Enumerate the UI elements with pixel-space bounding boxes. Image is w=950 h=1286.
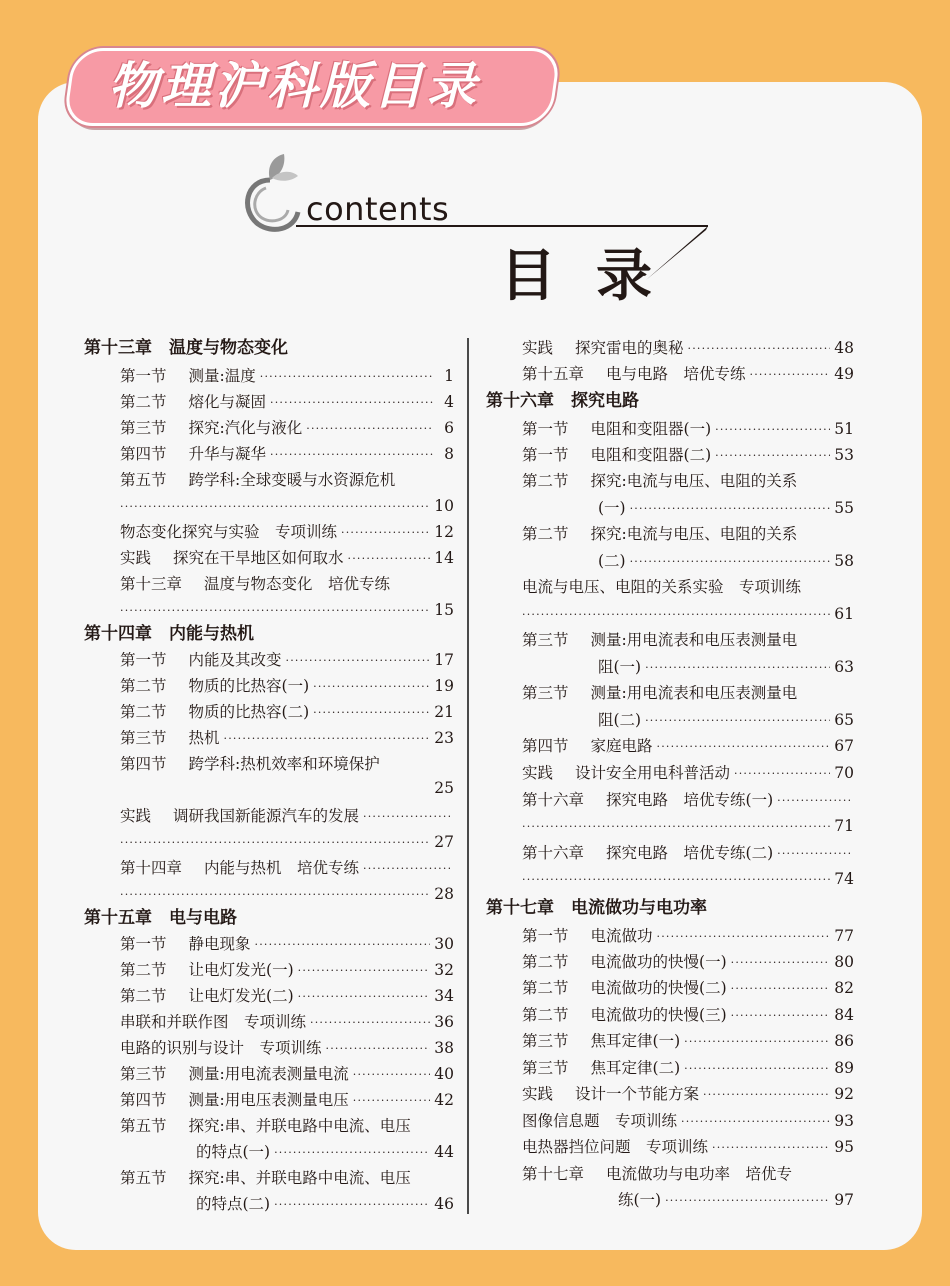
- leader-dots: [341, 519, 430, 545]
- toc-entry[interactable]: [120, 571, 454, 597]
- page-number: 48: [834, 339, 854, 357]
- entry-title: 测量:用电压表测量电压: [188, 1091, 349, 1109]
- section-label: 第四节: [120, 755, 167, 773]
- page-number: 97: [834, 1191, 854, 1209]
- toc-entry[interactable]: [120, 363, 454, 389]
- section-label: 第五节: [120, 471, 167, 489]
- page-number: 89: [834, 1059, 854, 1077]
- toc-entry-continued[interactable]: [522, 601, 854, 627]
- section-label: 第十三章: [120, 575, 183, 593]
- entry-title: 升华与凝华: [188, 445, 267, 463]
- page-number: 14: [434, 549, 454, 567]
- toc-entry[interactable]: [522, 468, 854, 494]
- entry-title: 探究电路 培优专练(一): [606, 791, 774, 809]
- leader-dots: [255, 931, 431, 957]
- toc-entry[interactable]: [522, 1134, 854, 1160]
- page-number: 36: [434, 1013, 454, 1031]
- chapter-heading: 第十四章 内能与热机: [84, 624, 254, 644]
- section-label: 第一节: [120, 935, 167, 953]
- entry-title: 电热器挡位问题 专项训练: [522, 1138, 709, 1156]
- page-number: 92: [834, 1085, 854, 1103]
- page-number: 32: [434, 961, 454, 979]
- entry-title: 电流做功: [590, 927, 653, 945]
- entry-title: 探究电路 培优专练(二): [606, 844, 774, 862]
- section-label: 第二节: [120, 987, 167, 1005]
- leader-dots: [274, 1139, 430, 1165]
- page-number: 61: [834, 605, 854, 623]
- entry-title: 跨学科:热机效率和环境保护: [188, 755, 380, 773]
- leader-dots: [777, 787, 850, 813]
- page-number: 67: [834, 737, 854, 755]
- section-label: 第三节: [522, 1032, 569, 1050]
- leader-dots: [734, 760, 830, 786]
- toc-entry[interactable]: [522, 733, 854, 759]
- toc-entry[interactable]: [522, 1028, 854, 1054]
- entry-title: 探究雷电的奥秘: [575, 339, 684, 357]
- entry-title-continued: (二): [598, 552, 626, 570]
- toc-entry[interactable]: [120, 1165, 454, 1191]
- section-label: 实践: [120, 549, 152, 567]
- toc-entry[interactable]: [120, 699, 454, 725]
- section-label: 第十六章: [522, 844, 585, 862]
- toc-entry[interactable]: [120, 803, 454, 829]
- contents-word: contents: [306, 190, 450, 228]
- leader-dots: [522, 813, 830, 839]
- leader-dots: [731, 1002, 831, 1028]
- entry-title: 设计安全用电科普活动: [575, 764, 731, 782]
- entry-title: 内能及其改变: [188, 651, 282, 669]
- page-number: 19: [434, 677, 454, 695]
- entry-title: 热机: [188, 729, 220, 747]
- leader-dots: [645, 707, 830, 733]
- toc-entry[interactable]: [120, 545, 454, 571]
- leader-dots: [270, 389, 434, 415]
- toc-entry[interactable]: [522, 416, 854, 442]
- entry-title: 探究:汽化与液化: [188, 419, 303, 437]
- toc-entry[interactable]: [522, 1055, 854, 1081]
- leader-dots: [313, 699, 430, 725]
- page-number: 95: [834, 1138, 854, 1156]
- section-label: 实践: [522, 1085, 554, 1103]
- toc-entry[interactable]: [522, 1081, 854, 1107]
- page-number: 1: [444, 367, 454, 385]
- leader-dots: [363, 855, 450, 881]
- toc-entry-continued[interactable]: [598, 707, 854, 733]
- section-label: 第一节: [120, 367, 167, 385]
- page-number: 77: [834, 927, 854, 945]
- section-label: 第四节: [120, 1091, 167, 1109]
- section-label: 第二节: [522, 953, 569, 971]
- leader-dots: [703, 1081, 830, 1107]
- leader-dots: [681, 1108, 830, 1134]
- toc-entry[interactable]: [120, 725, 454, 751]
- toc-entry[interactable]: [522, 840, 854, 866]
- leader-dots: [715, 442, 830, 468]
- leader-dots: [270, 441, 434, 467]
- toc-entry[interactable]: [522, 1002, 854, 1028]
- toc-entry[interactable]: [120, 751, 454, 777]
- page-number: 44: [434, 1143, 454, 1161]
- toc-entry[interactable]: [120, 1009, 454, 1035]
- entry-title: 电阻和变阻器(一): [590, 420, 712, 438]
- leader-dots: [353, 1087, 431, 1113]
- entry-title: 测量:用电流表和电压表测量电: [590, 684, 798, 702]
- section-label: 第二节: [120, 961, 167, 979]
- section-label: 第二节: [120, 677, 167, 695]
- toc-entry[interactable]: [522, 1161, 854, 1187]
- leader-dots: [120, 881, 430, 907]
- toc-entry[interactable]: [522, 1108, 854, 1134]
- page-number: 27: [434, 833, 454, 851]
- leader-dots: [286, 647, 431, 673]
- page-number: 84: [834, 1006, 854, 1024]
- section-label: 第一节: [522, 446, 569, 464]
- page-number: 12: [434, 523, 454, 541]
- entry-title: 焦耳定律(二): [590, 1059, 681, 1077]
- section-label: 第二节: [522, 472, 569, 490]
- leader-dots: [353, 1061, 431, 1087]
- toc-entry[interactable]: [120, 441, 454, 467]
- section-label: 第十七章: [522, 1165, 585, 1183]
- page-number: 28: [434, 885, 454, 903]
- entry-title: 电路的识别与设计 专项训练: [120, 1039, 322, 1057]
- page-number: 82: [834, 979, 854, 997]
- entry-title-continued: 的特点(一): [196, 1143, 271, 1161]
- toc-entry-continued[interactable]: [196, 1191, 454, 1217]
- toc-entry[interactable]: [522, 760, 854, 786]
- leader-dots: [657, 733, 831, 759]
- page-number: 70: [834, 764, 854, 782]
- leader-dots: [326, 1035, 431, 1061]
- page-number: 55: [834, 499, 854, 517]
- page-number: 46: [434, 1195, 454, 1213]
- toc-entry[interactable]: [120, 1087, 454, 1113]
- leader-dots: [224, 725, 431, 751]
- toc-entry[interactable]: [120, 855, 454, 881]
- page-number: 34: [434, 987, 454, 1005]
- entry-title: 探究:电流与电压、电阻的关系: [590, 525, 798, 543]
- entry-title: 电阻和变阻器(二): [590, 446, 712, 464]
- leader-dots: [120, 597, 430, 623]
- leader-dots: [684, 1028, 830, 1054]
- section-label: 第三节: [120, 729, 167, 747]
- leader-dots: [688, 335, 831, 361]
- page-number: 63: [834, 658, 854, 676]
- entry-title: 电流与电压、电阻的关系实验 专项训练: [522, 578, 802, 596]
- page-number: 10: [434, 497, 454, 515]
- section-label: 第二节: [522, 1006, 569, 1024]
- leader-dots: [363, 803, 450, 829]
- section-label: 第二节: [522, 525, 569, 543]
- toc-entry-continued[interactable]: [120, 493, 454, 519]
- page-number: 40: [434, 1065, 454, 1083]
- leader-dots: [298, 983, 431, 1009]
- leader-dots: [731, 975, 831, 1001]
- toc-entry[interactable]: [522, 680, 854, 706]
- entry-title: 测量:用电流表测量电流: [188, 1065, 349, 1083]
- section-label: 第三节: [120, 1065, 167, 1083]
- entry-title: 让电灯发光(一): [188, 961, 294, 979]
- page-number: 25: [434, 779, 454, 797]
- toc-entry[interactable]: [522, 923, 854, 949]
- leader-dots: [630, 495, 831, 521]
- section-label: 第四节: [522, 737, 569, 755]
- entry-title: 静电现象: [188, 935, 251, 953]
- page-number: 30: [434, 935, 454, 953]
- section-label: 第十四章: [120, 859, 183, 877]
- entry-title: 串联和并联作图 专项训练: [120, 1013, 307, 1031]
- entry-title: 内能与热机 培优专练: [204, 859, 360, 877]
- toc-entry[interactable]: [522, 361, 854, 387]
- toc-entry[interactable]: [522, 949, 854, 975]
- toc-entry-continued[interactable]: [522, 866, 854, 892]
- section-label: 第一节: [522, 927, 569, 945]
- toc-entry[interactable]: [120, 1061, 454, 1087]
- toc-entry-continued[interactable]: [522, 813, 854, 839]
- leader-dots: [260, 363, 434, 389]
- entry-title: 物质的比热容(二): [188, 703, 310, 721]
- page-number: 58: [834, 552, 854, 570]
- section-label: 第三节: [522, 684, 569, 702]
- toc-entry[interactable]: [522, 975, 854, 1001]
- leader-dots: [310, 1009, 430, 1035]
- leader-dots: [684, 1055, 830, 1081]
- entry-title: 设计一个节能方案: [575, 1085, 700, 1103]
- toc-entry-continued[interactable]: [196, 1139, 454, 1165]
- column-divider: [467, 338, 469, 1214]
- section-label: 第一节: [120, 651, 167, 669]
- toc-entry[interactable]: [120, 1035, 454, 1061]
- mulu-title: 目录: [500, 244, 692, 309]
- entry-title-continued: 练(一): [618, 1191, 662, 1209]
- chapter-heading: 第十六章 探究电路: [486, 391, 639, 411]
- toc-entry[interactable]: [120, 519, 454, 545]
- toc-entry[interactable]: [120, 931, 454, 957]
- leader-dots: [712, 1134, 830, 1160]
- leader-dots: [715, 416, 830, 442]
- page-number: 53: [834, 446, 854, 464]
- page-number: 49: [834, 365, 854, 383]
- entry-title: 电流做功与电功率 培优专: [606, 1165, 793, 1183]
- page-number: 8: [444, 445, 454, 463]
- page-number: 86: [834, 1032, 854, 1050]
- leader-dots: [630, 548, 831, 574]
- toc-entry-continued[interactable]: [598, 495, 854, 521]
- page-number: 4: [444, 393, 454, 411]
- section-label: 实践: [120, 807, 152, 825]
- section-label: 第十五章: [522, 365, 585, 383]
- leader-dots: [306, 415, 434, 441]
- toc-entry-continued[interactable]: [598, 654, 854, 680]
- entry-title: 跨学科:全球变暖与水资源危机: [188, 471, 396, 489]
- section-label: 第三节: [120, 419, 167, 437]
- section-label: 实践: [522, 764, 554, 782]
- leader-dots: [120, 493, 430, 519]
- entry-title: 让电灯发光(二): [188, 987, 294, 1005]
- leader-dots: [298, 957, 431, 983]
- section-label: 第四节: [120, 445, 167, 463]
- entry-title: 熔化与凝固: [188, 393, 267, 411]
- toc-entry[interactable]: [120, 647, 454, 673]
- toc-entry-continued[interactable]: [120, 775, 454, 801]
- entry-title: 测量:温度: [188, 367, 256, 385]
- page-number: 42: [434, 1091, 454, 1109]
- leader-dots: [274, 1191, 430, 1217]
- toc-entry-continued[interactable]: [618, 1187, 854, 1213]
- entry-title-continued: 的特点(二): [196, 1195, 271, 1213]
- leader-dots: [657, 923, 831, 949]
- entry-title: 电流做功的快慢(三): [590, 1006, 727, 1024]
- leader-dots: [777, 840, 850, 866]
- entry-title-continued: (一): [598, 499, 626, 517]
- chapter-heading: 第十三章 温度与物态变化: [84, 338, 288, 358]
- entry-title: 测量:用电流表和电压表测量电: [590, 631, 798, 649]
- page-number: 71: [834, 817, 854, 835]
- entry-title: 电流做功的快慢(一): [590, 953, 727, 971]
- entry-title: 探究:串、并联电路中电流、电压: [188, 1169, 411, 1187]
- entry-title: 物质的比热容(一): [188, 677, 310, 695]
- section-label: 第五节: [120, 1117, 167, 1135]
- entry-title: 探究:串、并联电路中电流、电压: [188, 1117, 411, 1135]
- toc-entry[interactable]: [120, 467, 454, 493]
- page-number: 80: [834, 953, 854, 971]
- entry-title: 电流做功的快慢(二): [590, 979, 727, 997]
- leader-dots: [665, 1187, 830, 1213]
- leader-dots: [750, 361, 831, 387]
- chapter-heading: 第十七章 电流做功与电功率: [486, 898, 707, 918]
- toc-entry[interactable]: [522, 335, 854, 361]
- leader-dots: [522, 601, 830, 627]
- toc-entry[interactable]: [120, 1113, 454, 1139]
- page-number: 74: [834, 870, 854, 888]
- entry-title-continued: 阻(二): [598, 711, 642, 729]
- toc-entry[interactable]: [522, 787, 854, 813]
- section-label: 第五节: [120, 1169, 167, 1187]
- leader-dots: [731, 949, 831, 975]
- section-label: 第二节: [120, 393, 167, 411]
- leader-dots: [645, 654, 830, 680]
- section-label: 第三节: [522, 1059, 569, 1077]
- toc-entry-continued[interactable]: [598, 548, 854, 574]
- entry-title: 物态变化探究与实验 专项训练: [120, 523, 338, 541]
- page-number: 51: [834, 420, 854, 438]
- toc-entry[interactable]: [120, 389, 454, 415]
- page-number: 38: [434, 1039, 454, 1057]
- toc-entry[interactable]: [522, 574, 854, 600]
- entry-title: 探究:电流与电压、电阻的关系: [590, 472, 798, 490]
- toc-entry-continued[interactable]: [120, 881, 454, 907]
- leader-dots: [348, 545, 431, 571]
- banner-title: 物理沪科版目录: [108, 57, 479, 115]
- entry-title: 温度与物态变化 培优专练: [204, 575, 391, 593]
- leader-dots: [313, 673, 430, 699]
- entry-title: 焦耳定律(一): [590, 1032, 681, 1050]
- entry-title: 图像信息题 专项训练: [522, 1112, 678, 1130]
- entry-title: 探究在干旱地区如何取水: [173, 549, 344, 567]
- toc-entry[interactable]: [120, 673, 454, 699]
- section-label: 第一节: [522, 420, 569, 438]
- section-label: 实践: [522, 339, 554, 357]
- section-label: 第十六章: [522, 791, 585, 809]
- toc-entry-continued[interactable]: [120, 829, 454, 855]
- page-number: 65: [834, 711, 854, 729]
- entry-title: 调研我国新能源汽车的发展: [173, 807, 360, 825]
- entry-title-continued: 阻(一): [598, 658, 642, 676]
- leader-dots: [522, 866, 830, 892]
- toc-entry[interactable]: [120, 957, 454, 983]
- page-number: 93: [834, 1112, 854, 1130]
- toc-entry[interactable]: [522, 627, 854, 653]
- section-label: 第二节: [522, 979, 569, 997]
- page-number: 21: [434, 703, 454, 721]
- leader-dots: [120, 829, 430, 855]
- toc-entry[interactable]: [120, 415, 454, 441]
- page-number: 6: [444, 419, 454, 437]
- entry-title: 电与电路 培优专练: [606, 365, 746, 383]
- page-number: 17: [434, 651, 454, 669]
- toc-entry[interactable]: [120, 983, 454, 1009]
- toc-entry-continued[interactable]: [120, 597, 454, 623]
- page-number: 15: [434, 601, 454, 619]
- page-number: 23: [434, 729, 454, 747]
- chapter-heading: 第十五章 电与电路: [84, 908, 237, 928]
- section-label: 第二节: [120, 703, 167, 721]
- toc-entry[interactable]: [522, 442, 854, 468]
- entry-title: 家庭电路: [590, 737, 653, 755]
- toc-entry[interactable]: [522, 521, 854, 547]
- section-label: 第三节: [522, 631, 569, 649]
